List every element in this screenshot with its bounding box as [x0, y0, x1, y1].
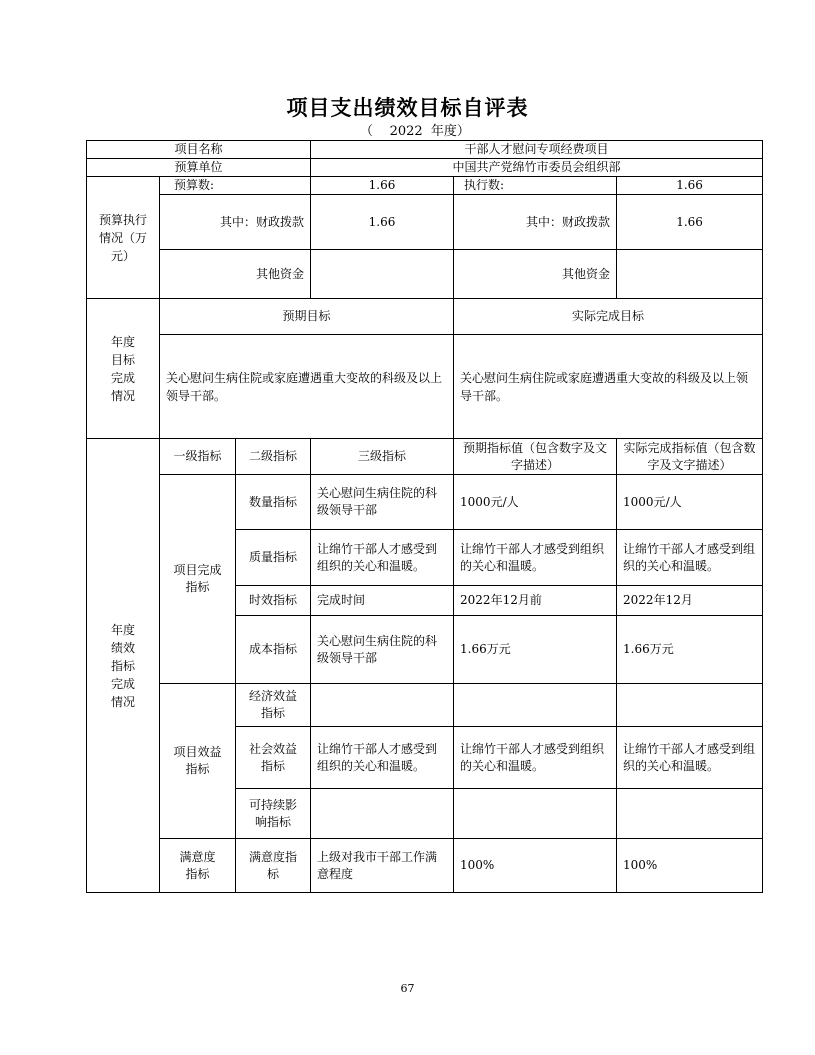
other-funds-label-2: 其他资金 — [454, 250, 617, 299]
page-title: 项目支出绩效目标自评表 — [286, 96, 529, 120]
effect-indicator-label: 项目效益指标 — [160, 684, 236, 839]
project-name-value: 干部人才慰问专项经费项目 — [311, 141, 763, 159]
budget-amount-value: 1.66 — [311, 177, 454, 195]
expected-goal-text: 关心慰问生病住院或家庭遭遇重大变故的科级及以上领导干部。 — [160, 335, 454, 439]
exec-amount-label: 执行数: — [454, 177, 617, 195]
page-subtitle-year: （ 2022 年度） — [360, 124, 470, 139]
table-row-expected: 让绵竹干部人才感受到组织的关心和温暖。 — [454, 727, 617, 789]
expected-goal-header: 预期目标 — [160, 299, 454, 335]
table-row-expected: 100% — [454, 839, 617, 893]
header-expected-value: 预期指标值（包含数字及文字描述） — [454, 439, 617, 475]
other-funds-label: 其他资金 — [160, 250, 311, 299]
project-name-label: 项目名称 — [87, 141, 311, 159]
page-number: 67 — [400, 982, 415, 995]
table-row-level2: 社会效益指标 — [236, 727, 311, 789]
table-row-level3: 让绵竹干部人才感受到组织的关心和温暖。 — [311, 727, 454, 789]
satisfaction-indicator-label: 满意度指标 — [160, 839, 236, 893]
budget-unit-label: 预算单位 — [87, 159, 311, 177]
table-row-expected: 1.66万元 — [454, 616, 617, 684]
budget-amount-label: 预算数: — [160, 177, 311, 195]
actual-goal-text: 关心慰问生病住院或家庭遭遇重大变故的科级及以上领导干部。 — [454, 335, 763, 439]
fiscal-label-2: 其中：财政拨款 — [454, 195, 617, 250]
table-row-actual: 1.66万元 — [617, 616, 763, 684]
table-row-actual: 让绵竹干部人才感受到组织的关心和温暖。 — [617, 727, 763, 789]
table-row-level2: 数量指标 — [236, 475, 311, 530]
table-row-expected: 1000元/人 — [454, 475, 617, 530]
header-level2: 二级指标 — [236, 439, 311, 475]
table-row-level3: 让绵竹干部人才感受到组织的关心和温暖。 — [311, 530, 454, 586]
header-level3: 三级指标 — [311, 439, 454, 475]
table-row-level2: 满意度指标 — [236, 839, 311, 893]
fiscal-exec-value: 1.66 — [617, 195, 763, 250]
table-row-expected: 让绵竹干部人才感受到组织的关心和温暖。 — [454, 530, 617, 586]
table-row-level2: 成本指标 — [236, 616, 311, 684]
table-row-level2: 可持续影响指标 — [236, 789, 311, 839]
table-row-level3 — [311, 684, 454, 727]
actual-goal-header: 实际完成目标 — [454, 299, 763, 335]
table-row-actual: 1000元/人 — [617, 475, 763, 530]
table-row-level3: 关心慰问生病住院的科级领导干部 — [311, 616, 454, 684]
table-row-level3: 上级对我市干部工作满意程度 — [311, 839, 454, 893]
other-funds-budget — [311, 250, 454, 299]
annual-goal-section-label: 年度目标完成情况 — [87, 299, 160, 439]
header-actual-value: 实际完成指标值（包含数字及文字描述） — [617, 439, 763, 475]
table-row-expected: 2022年12月前 — [454, 586, 617, 616]
table-row-expected — [454, 789, 617, 839]
fiscal-label: 其中：财政拨款 — [160, 195, 311, 250]
table-row-level2: 质量指标 — [236, 530, 311, 586]
table-row-level3 — [311, 789, 454, 839]
table-row-actual: 让绵竹干部人才感受到组织的关心和温暖。 — [617, 530, 763, 586]
table-row-level3: 完成时间 — [311, 586, 454, 616]
performance-evaluation-table — [86, 140, 763, 893]
fiscal-budget-value: 1.66 — [311, 195, 454, 250]
table-row-level2: 时效指标 — [236, 586, 311, 616]
header-level1: 一级指标 — [160, 439, 236, 475]
table-row-expected — [454, 684, 617, 727]
completion-indicator-label: 项目完成指标 — [160, 475, 236, 684]
table-row-level2: 经济效益指标 — [236, 684, 311, 727]
other-funds-exec — [617, 250, 763, 299]
table-row-actual — [617, 789, 763, 839]
budget-unit-value: 中国共产党绵竹市委员会组织部 — [311, 159, 763, 177]
budget-exec-section-label: 预算执行情况（万元） — [87, 177, 160, 299]
indicators-section-label: 年度绩效指标完成情况 — [87, 439, 160, 893]
table-row-actual: 2022年12月 — [617, 586, 763, 616]
table-row-actual: 100% — [617, 839, 763, 893]
exec-amount-value: 1.66 — [617, 177, 763, 195]
table-row-level3: 关心慰问生病住院的科级领导干部 — [311, 475, 454, 530]
table-row-actual — [617, 684, 763, 727]
